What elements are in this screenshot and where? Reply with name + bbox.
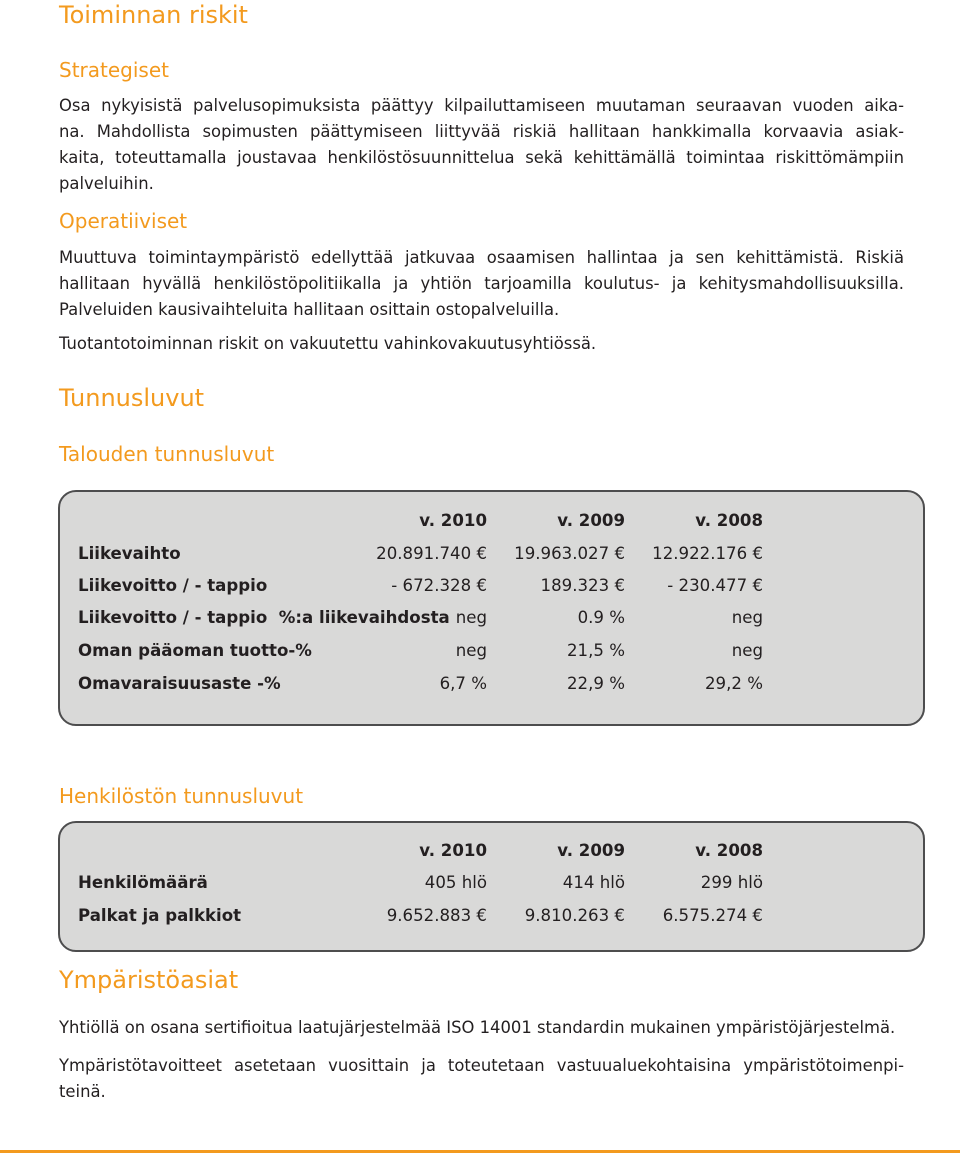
row-label: Omavaraisuusaste -%	[78, 674, 281, 693]
henkilosto-header-row	[78, 839, 923, 863]
column-header: v. 2010	[419, 841, 487, 860]
cell-2010: 405 hlö	[424, 873, 487, 892]
ymparisto-line: Ympäristötavoitteet asetetaan vuosittain ja toteutetaan vastuualuekohtaisina ympäristötoimenpi-	[59, 1056, 904, 1075]
row-label: Henkilömäärä	[78, 873, 208, 892]
talous-heading: Talouden tunnusluvut	[59, 442, 275, 466]
table-row	[78, 574, 923, 598]
cell-2008: - 230.477 €	[667, 576, 763, 595]
column-header: v. 2009	[557, 511, 625, 530]
cell-2009: 414 hlö	[562, 873, 625, 892]
strategiset-paragraph	[59, 93, 904, 197]
strategiset-line: Osa nykyisistä palvelusopimuksista päättyy kilpailuttamiseen muutaman seuraavan vuoden aika-	[59, 96, 904, 115]
insurance-paragraph	[59, 331, 904, 357]
column-header: v. 2008	[695, 511, 763, 530]
operatiiviset-paragraph	[59, 245, 904, 323]
cell-2009: 19.963.027 €	[514, 544, 625, 563]
insurance-line: Tuotantotoiminnan riskit on vakuutettu vahinkovakuutusyhtiössä.	[59, 334, 597, 353]
table-row	[78, 672, 923, 696]
strategiset-heading: Strategiset	[59, 58, 169, 82]
strategiset-line: palveluihin.	[59, 174, 154, 193]
cell-2009: 189.323 €	[540, 576, 625, 595]
row-label: Liikevoitto / - tappio %:a liikevaihdosta	[78, 608, 450, 627]
cell-2010: 20.891.740 €	[376, 544, 487, 563]
row-label: Palkat ja palkkiot	[78, 906, 242, 925]
table-row	[78, 606, 923, 630]
cell-2009: 21,5 %	[567, 641, 625, 660]
table-row	[78, 904, 923, 928]
column-header: v. 2009	[557, 841, 625, 860]
henkilosto-table	[58, 821, 925, 952]
operatiiviset-line: Muuttuva toimintaympäristö edellyttää jatkuvaa osaamisen hallintaa ja sen kehittämistä. Riskiä	[59, 248, 904, 267]
cell-2009: 0.9 %	[577, 608, 625, 627]
row-label: Liikevoitto / - tappio	[78, 576, 268, 595]
strategiset-line: na. Mahdollista sopimusten päättymiseen liittyvää riskiä hallitaan hankkimalla korvaavia asiak-	[59, 122, 904, 141]
cell-2009: 22,9 %	[567, 674, 625, 693]
ymparisto-line: teinä.	[59, 1082, 106, 1101]
ymparisto-paragraph-1	[59, 1015, 904, 1041]
operatiiviset-heading: Operatiiviset	[59, 209, 188, 233]
cell-2008: 29,2 %	[705, 674, 763, 693]
tunnusluvut-heading: Tunnusluvut	[59, 384, 205, 412]
cell-2008: 12.922.176 €	[652, 544, 763, 563]
page-title: Toiminnan riskit	[59, 1, 248, 29]
column-header: v. 2010	[419, 511, 487, 530]
operatiiviset-line: hallitaan hyvällä henkilöstöpolitiikalla ja yhtiön tarjoamilla koulutus- ja kehitysmahdollisuuksilla.	[59, 274, 904, 293]
cell-2008: 6.575.274 €	[662, 906, 763, 925]
cell-2008: neg	[731, 641, 763, 660]
cell-2010: neg	[455, 641, 487, 660]
cell-2010: neg	[455, 608, 487, 627]
operatiiviset-line: Palveluiden kausivaihteluita hallitaan osittain ostopalveluilla.	[59, 300, 560, 319]
ymparisto-heading: Ympäristöasiat	[59, 966, 239, 994]
cell-2008: 299 hlö	[700, 873, 763, 892]
cell-2010: 6,7 %	[439, 674, 487, 693]
cell-2008: neg	[731, 608, 763, 627]
ymparisto-line: Yhtiöllä on osana sertifioitua laatujärjestelmää ISO 14001 standardin mukainen ympäristöjärjestelmä.	[59, 1018, 896, 1037]
talous-table	[58, 490, 925, 726]
ymparisto-paragraph-2	[59, 1053, 904, 1105]
talous-header-row	[78, 509, 923, 533]
cell-2010: 9.652.883 €	[386, 906, 487, 925]
henkilosto-heading: Henkilöstön tunnusluvut	[59, 784, 304, 808]
cell-2009: 9.810.263 €	[524, 906, 625, 925]
cell-2010: - 672.328 €	[391, 576, 487, 595]
row-label: Liikevaihto	[78, 544, 181, 563]
table-row	[78, 871, 923, 895]
row-label: Oman pääoman tuotto-%	[78, 641, 312, 660]
column-header: v. 2008	[695, 841, 763, 860]
strategiset-line: kaita, toteuttamalla joustavaa henkilöstösuunnittelua sekä kehittämällä toimintaa riskittömämpiin	[59, 148, 904, 167]
table-row	[78, 542, 923, 566]
table-row	[78, 639, 923, 663]
